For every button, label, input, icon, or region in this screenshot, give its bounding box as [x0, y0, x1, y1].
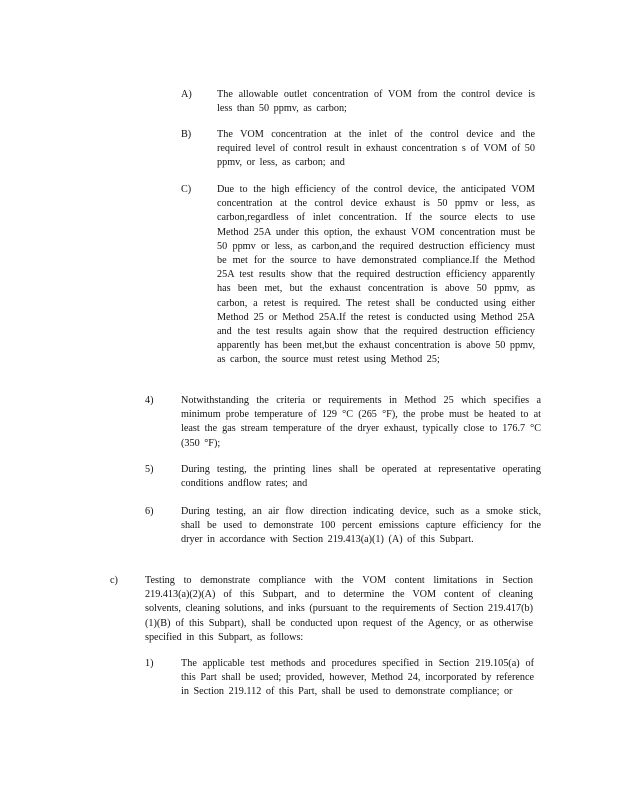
item-label: B)	[181, 129, 192, 140]
item-text: The applicable test methods and procedures specified in Section 219.105(a) of this Part shall be used; provided, however, Method 24, incorporated by reference in Section 219.112 of this Part, shall be used to demonstrate compliance; or	[181, 658, 534, 698]
item-label: 5)	[145, 464, 154, 475]
item-label: 6)	[145, 506, 154, 517]
item-text: The VOM concentration at the inlet of the control device and the required level of control result in exhaust concentration s of VOM of 50 ppmv, or less, as carbon; and	[217, 129, 535, 169]
item-label: c)	[110, 575, 118, 586]
item-text: Testing to demonstrate compliance with the VOM content limitations in Section 219.413(a)(2)(A) of this Subpart, and to determine the VOM content of cleaning solvents, cleaning solutions, and inks (pursuant to the requirements of Section 219.417(b)(1)(B) of this Subpart), shall be conducted upon request of the Agency, or as otherwise specified in this Subpart, as follows:	[145, 575, 533, 643]
item-text: During testing, the printing lines shall be operated at representative operating conditions andflow rates; and	[181, 464, 541, 490]
item-text: Notwithstanding the criteria or requirements in Method 25 which specifies a minimum probe temperature of 129 °C (265 °F), the probe must be heated to at least the gas stream temperature of the dryer exhaust, typically close to 176.7 °C (350 °F);	[181, 395, 541, 449]
item-text: The allowable outlet concentration of VOM from the control device is less than 50 ppmv, as carbon;	[217, 89, 535, 115]
item-label: A)	[181, 89, 192, 100]
item-label: 4)	[145, 395, 154, 406]
item-text: Due to the high efficiency of the control device, the anticipated VOM concentration at the control device exhaust is 50 ppmv or less, as carbon,regardless of inlet concentration. If the source elects to use Method 25A under this option, the exhaust VOM concentration must be 50 ppmv or less, as carbon,and the required destruction efficiency must be met for the source to have demonstrated compliance.If the Method 25A test results show that the required destruction efficiency apparently has been met, but the exhaust concentration is above 50 ppmv, as carbon, a retest is required. The retest shall be conducted using either Method 25 or Method 25A.If the retest is conducted using Method 25A and the test results again show that the required destruction efficiency apparently has been met,but the exhaust concentration is above 50 ppmv, as carbon, the source must retest using Method 25;	[217, 184, 535, 366]
item-label: C)	[181, 184, 192, 195]
item-text: During testing, an air flow direction indicating device, such as a smoke stick, shall be used to demonstrate 100 percent emissions capture efficiency for the dryer in accordance with Section 219.413(a)(1) (A) of this Subpart.	[181, 506, 541, 546]
item-label: 1)	[145, 658, 154, 669]
